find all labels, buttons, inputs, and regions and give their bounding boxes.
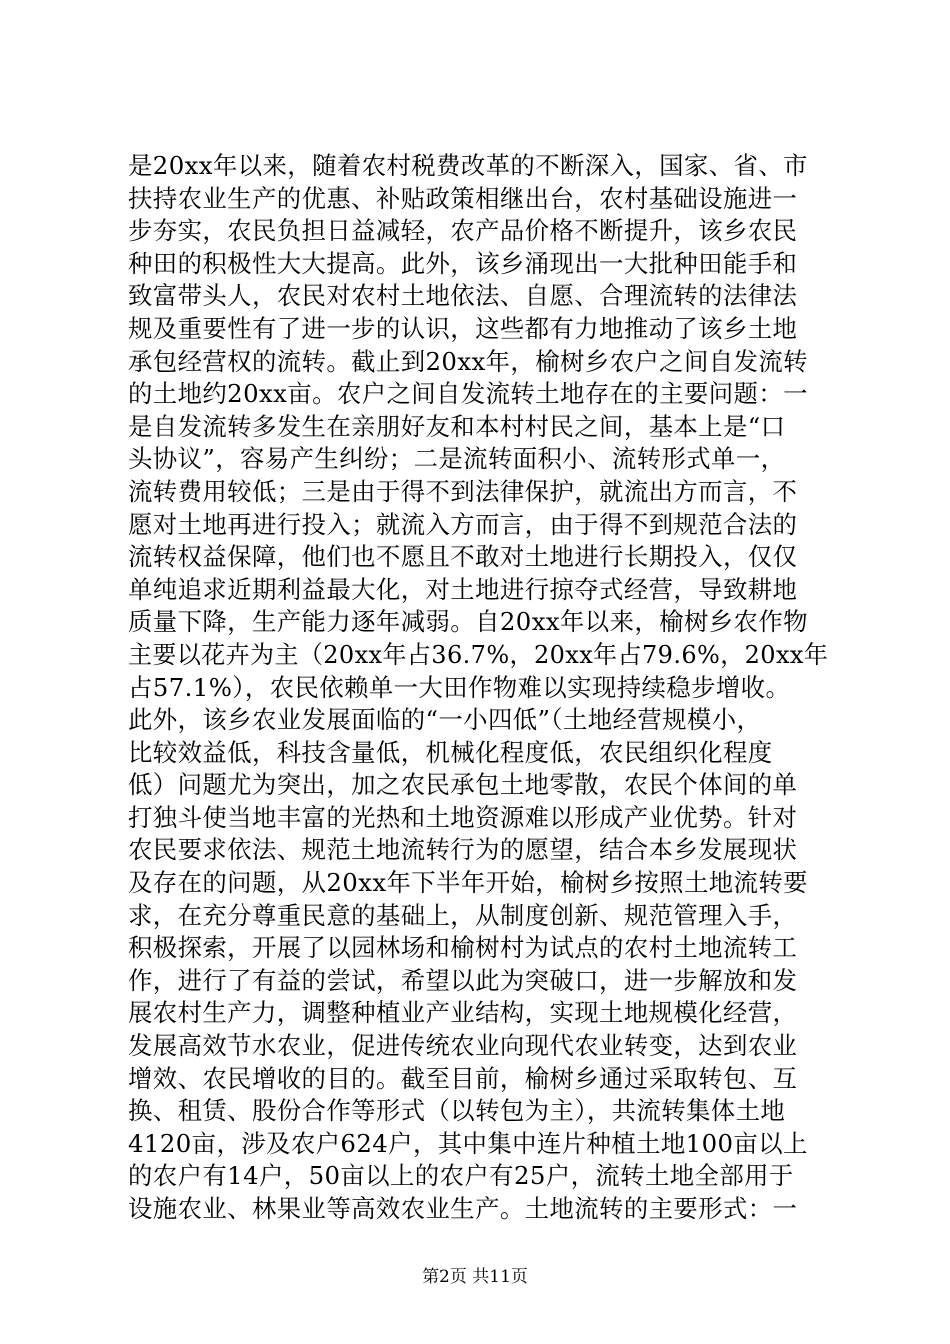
text-line: 展农村生产力，调整种植业产业结构，实现土地规模化经营， xyxy=(128,998,798,1028)
text-line: 步夯实，农民负担日益减轻，农产品价格不断提升，该乡农民 xyxy=(128,216,798,246)
text-line: 扶持农业生产的优惠、补贴政策相继出台，农村基础设施进一 xyxy=(128,183,798,213)
text-line: 种田的积极性大大提高。此外，该乡涌现出一大批种田能手和 xyxy=(128,248,798,278)
text-line: 增效、农民增收的目的。截至目前，榆树乡通过采取转包、互 xyxy=(128,1063,798,1093)
page-footer: 第2页 共11页 xyxy=(422,1267,528,1287)
text-line: 是20xx年以来，随着农村税费改革的不断深入，国家、省、市 xyxy=(128,151,808,180)
text-line: 占57.1%），农民依赖单一大田作物难以实现持续稳步增收。 xyxy=(128,672,791,702)
text-line: 愿对土地再进行投入；就流入方而言，由于得不到规范合法的 xyxy=(128,509,798,539)
text-line: 的农户有14户，50亩以上的农户有25户，流转土地全部用于 xyxy=(128,1161,794,1191)
text-line: 承包经营权的流转。截止到20xx年，榆树乡农户之间自发流转 xyxy=(128,346,808,376)
text-line: 流转费用较低；三是由于得不到法律保护，就流出方而言，不 xyxy=(128,476,798,506)
text-line: 的土地约20xx亩。农户之间自发流转土地存在的主要问题：一 xyxy=(128,379,808,409)
text-line: 设施农业、林果业等高效农业生产。土地流转的主要形式：一 xyxy=(128,1194,798,1223)
text-line: 比较效益低，科技含量低，机械化程度低，农民组织化程度 xyxy=(128,737,773,767)
text-line: 主要以花卉为主（20xx年占36.7%，20xx年占79.6%，20xx年 xyxy=(128,639,829,669)
text-line: 换、租赁、股份合作等形式（以转包为主），共流转集体土地 xyxy=(128,1096,786,1126)
text-line: 此外，该乡农业发展面临的“一小四低”（土地经营规模小， xyxy=(128,705,762,735)
text-line: 求，在充分尊重民意的基础上，从制度创新、规范管理入手， xyxy=(128,900,798,930)
body-paragraph xyxy=(128,150,828,1226)
text-line: 积极探索，开展了以园林场和榆树村为试点的农村土地流转工 xyxy=(128,933,798,963)
text-line: 流转权益保障，他们也不愿且不敢对土地进行长期投入，仅仅 xyxy=(128,542,798,572)
text-line: 是自发流转多发生在亲朋好友和本村村民之间，基本上是“口 xyxy=(128,411,786,441)
text-line: 4120亩，涉及农户624户，其中集中连片种植土地100亩以上 xyxy=(128,1128,808,1158)
text-line: 规及重要性有了进一步的认识，这些都有力地推动了该乡土地 xyxy=(128,313,798,343)
text-line: 单纯追求近期利益最大化，对土地进行掠夺式经营，导致耕地 xyxy=(128,574,798,604)
text-line: 低）问题尤为突出，加之农民承包土地零散，农民个体间的单 xyxy=(128,770,798,800)
text-line: 头协议”，容易产生纠纷；二是流转面积小、流转形式单一， xyxy=(128,444,786,474)
text-line: 农民要求依法、规范土地流转行为的愿望，结合本乡发展现状 xyxy=(128,835,798,865)
text-line: 打独斗使当地丰富的光热和土地资源难以形成产业优势。针对 xyxy=(128,802,798,832)
text-line: 作，进行了有益的尝试，希望以此为突破口，进一步解放和发 xyxy=(128,965,798,995)
text-line: 致富带头人，农民对农村土地依法、自愿、合理流转的法律法 xyxy=(128,281,798,311)
text-line: 发展高效节水农业，促进传统农业向现代农业转变，达到农业 xyxy=(128,1031,798,1061)
text-line: 及存在的问题，从20xx年下半年开始，榆树乡按照土地流转要 xyxy=(128,868,808,898)
text-line: 质量下降，生产能力逐年减弱。自20xx年以来，榆树乡农作物 xyxy=(128,607,808,637)
